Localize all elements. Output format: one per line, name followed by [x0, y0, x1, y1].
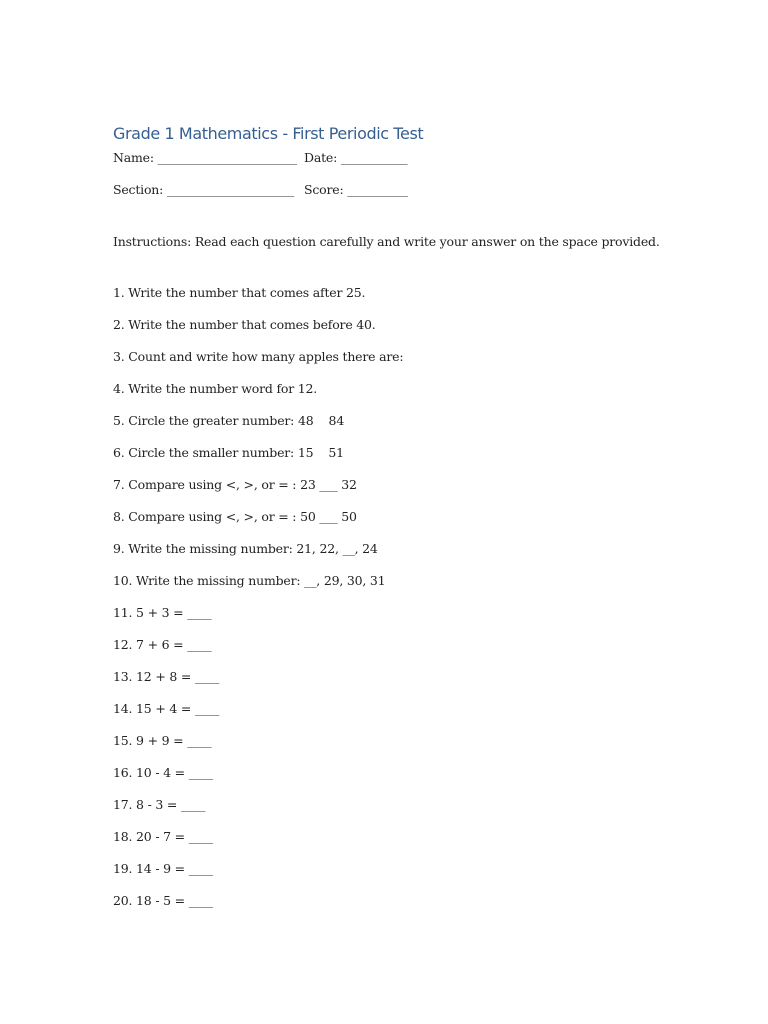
question-11: 11. 5 + 3 = ____	[113, 605, 212, 620]
question-9: 9. Write the missing number: 21, 22, __, 24	[113, 541, 378, 556]
question-5: 5. Circle the greater number: 48 84	[113, 413, 345, 428]
question-8: 8. Compare using <, >, or = : 50 ___ 50	[113, 509, 357, 524]
question-13: 13. 12 + 8 = ____	[113, 669, 220, 684]
date-field: Date: ___________	[304, 150, 408, 165]
page-title: Grade 1 Mathematics - First Periodic Test	[113, 124, 424, 143]
name-field: Name: _______________________	[113, 150, 297, 165]
name-date-row	[113, 150, 408, 166]
score-field: Score: __________	[304, 182, 408, 197]
question-2: 2. Write the number that comes before 40.	[113, 317, 376, 332]
question-16: 16. 10 - 4 = ____	[113, 765, 213, 780]
question-1: 1. Write the number that comes after 25.	[113, 285, 366, 300]
question-15: 15. 9 + 9 = ____	[113, 733, 212, 748]
question-14: 14. 15 + 4 = ____	[113, 701, 220, 716]
section-score-row	[113, 182, 408, 198]
question-4: 4. Write the number word for 12.	[113, 381, 318, 396]
question-18: 18. 20 - 7 = ____	[113, 829, 213, 844]
question-19: 19. 14 - 9 = ____	[113, 861, 213, 876]
question-17: 17. 8 - 3 = ____	[113, 797, 206, 812]
question-20: 20. 18 - 5 = ____	[113, 893, 213, 908]
instructions: Instructions: Read each question carefully and write your answer on the space provided.	[113, 234, 660, 249]
question-12: 12. 7 + 6 = ____	[113, 637, 212, 652]
question-7: 7. Compare using <, >, or = : 23 ___ 32	[113, 477, 357, 492]
question-3: 3. Count and write how many apples there are:	[113, 349, 404, 364]
question-6: 6. Circle the smaller number: 15 51	[113, 445, 344, 460]
section-field: Section: _____________________	[113, 182, 294, 197]
question-10: 10. Write the missing number: __, 29, 30, 31	[113, 573, 386, 588]
